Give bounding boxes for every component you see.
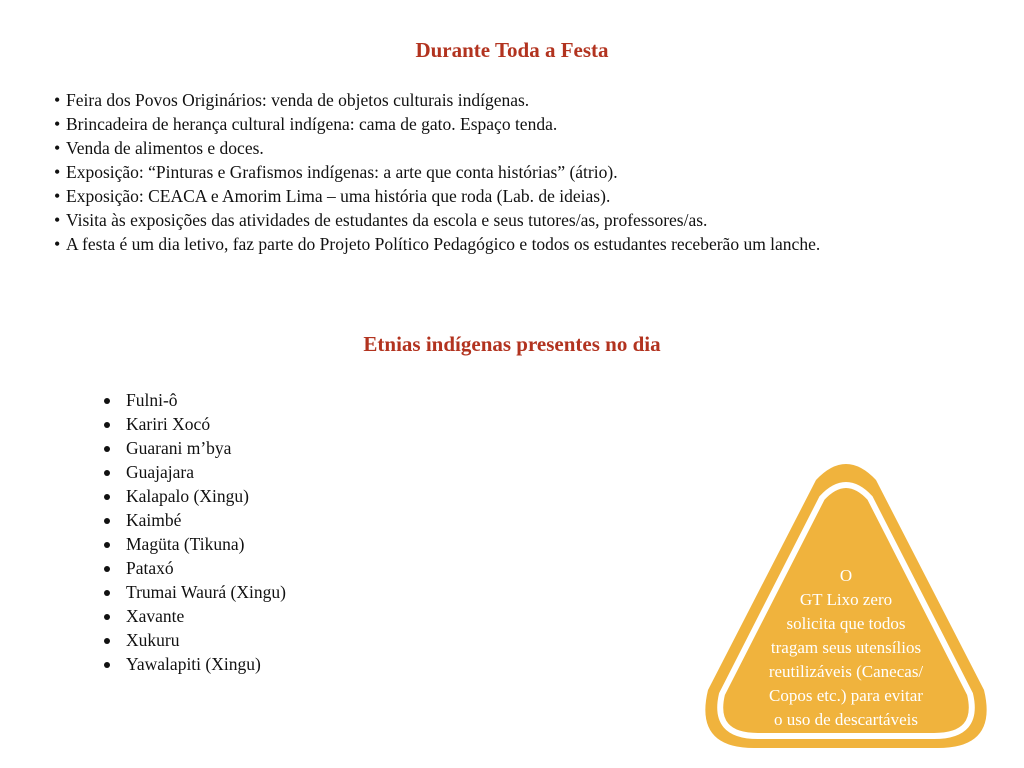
activity-item: • Venda de alimentos e doces. <box>54 136 934 160</box>
notice-line: solicita que todos <box>786 614 906 633</box>
activity-item: • Feira dos Povos Originários: venda de objetos culturais indígenas. <box>54 88 934 112</box>
notice-line: reutilizáveis (Canecas/ <box>768 662 924 681</box>
ethnicity-item: Guajajara <box>126 460 286 484</box>
ethnicities-list <box>126 388 286 676</box>
notice-text <box>738 564 954 732</box>
ethnicity-item: Yawalapiti (Xingu) <box>126 652 286 676</box>
ethnicity-item: Fulni-ô <box>126 388 286 412</box>
notice-line: Copos etc.) para evitar <box>769 686 923 705</box>
activity-item: • Brincadeira de herança cultural indígena: cama de gato. Espaço tenda. <box>54 112 934 136</box>
activity-item: • Exposição: “Pinturas e Grafismos indígenas: a arte que conta histórias” (átrio). <box>54 160 934 184</box>
ethnicity-item: Pataxó <box>126 556 286 580</box>
notice-line: tragam seus utensílios <box>770 638 922 657</box>
ethnicity-item: Trumai Waurá (Xingu) <box>126 582 286 602</box>
notice-line: O <box>839 566 853 585</box>
ethnicity-item: Magüta (Tikuna) <box>126 532 286 556</box>
notice-line: GT Lixo zero <box>799 590 893 609</box>
activities-list <box>54 88 934 256</box>
ethnicity-item: Xukuru <box>126 628 286 652</box>
ethnicity-item: Kaimbé <box>126 508 286 532</box>
activity-item: • Visita às exposições das atividades de estudantes da escola e seus tutores/as, professores/as. <box>54 208 934 232</box>
activity-item: • A festa é um dia letivo, faz parte do Projeto Político Pedagógico e todos os estudantes receberão um lanche. <box>54 232 934 256</box>
notice-line: o uso de descartáveis <box>774 710 918 729</box>
activity-item: • Exposição: CEACA e Amorim Lima – uma história que roda (Lab. de ideias). <box>54 184 934 208</box>
ethnicity-item: Guarani m’bya <box>126 436 286 460</box>
ethnicity-item: Kariri Xocó <box>126 412 286 436</box>
zero-waste-notice <box>698 458 994 754</box>
section-title-ethnicities: Etnias indígenas presentes no dia <box>363 332 661 356</box>
ethnicity-item: Xavante <box>126 604 286 628</box>
section-title-activities: Durante Toda a Festa <box>415 38 609 62</box>
ethnicity-item: Kalapalo (Xingu) <box>126 484 286 508</box>
